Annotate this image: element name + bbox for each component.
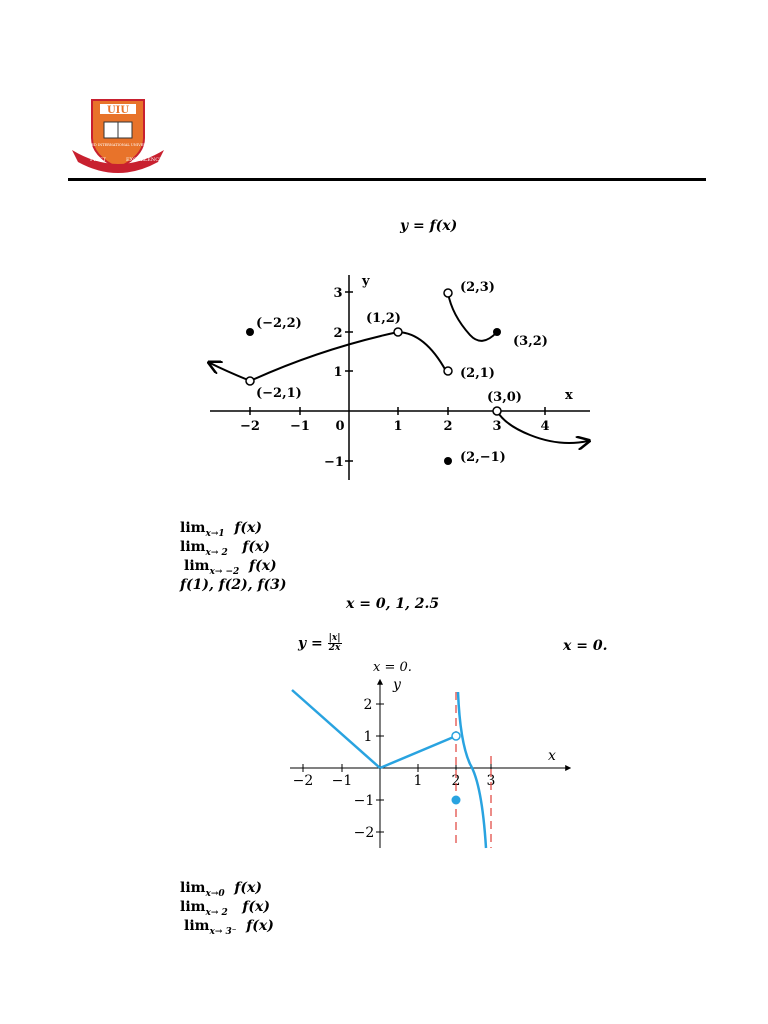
logo-motto-right: EXCELLENCE [126, 157, 163, 163]
university-logo [68, 98, 168, 176]
function-label: y = f(x) [400, 218, 458, 234]
x-tick: 1 [413, 773, 423, 789]
x-tick: −1 [290, 419, 310, 434]
y-axis-label: y [362, 274, 370, 289]
x-tick: 3 [492, 419, 502, 434]
point-label: (3,0) [487, 390, 522, 405]
point-label: (1,2) [366, 311, 401, 326]
header-divider [68, 178, 706, 181]
point-label: (−2,1) [256, 386, 302, 401]
point-label-right: x = 0. [563, 638, 608, 654]
function-2-label: y = $\frac{|x|}{2x}$ [298, 633, 341, 653]
x-tick: −2 [292, 773, 314, 789]
x-tick: −2 [240, 419, 260, 434]
point-label: (2,−1) [460, 450, 506, 465]
point-label: (3,2) [513, 334, 548, 349]
graph-2 [280, 672, 580, 852]
y-tick: 2 [333, 326, 343, 341]
continuity-points: x = 0, 1, 2.5 [346, 596, 440, 612]
question-6: $\lim_{x\to 3^-} f(x)$ [184, 918, 274, 937]
y-tick: −1 [324, 455, 344, 470]
logo-motto-left: FIRST [90, 157, 106, 163]
x-tick: 3 [486, 773, 496, 789]
y-tick: −2 [353, 825, 375, 841]
question-5: $\lim_{x\to 2}$ f(x) [180, 899, 271, 918]
x-tick: 0 [335, 419, 345, 434]
question-4: $\lim_{x\to 0} f(x)$ [180, 880, 262, 899]
x-tick: 2 [451, 773, 461, 789]
y-tick: 2 [363, 697, 373, 713]
question-3: $\lim_{x\to -2} f(x)$ [184, 558, 277, 577]
function-values: f(1), f(2), f(3) [180, 577, 287, 593]
x-tick: −1 [331, 773, 353, 789]
y-tick: 3 [333, 286, 343, 301]
x-axis-label: x [565, 388, 573, 403]
y-axis-label: y [393, 677, 401, 693]
graph-1 [200, 265, 600, 485]
x-axis-label: x [548, 748, 556, 764]
logo-text: UNITED INTERNATIONAL UNIVERSITY [81, 143, 155, 147]
point-label: (2,3) [460, 280, 495, 295]
point-label: (−2,2) [256, 316, 302, 331]
y-tick: 1 [333, 365, 343, 380]
x-tick: 1 [393, 419, 403, 434]
svg-text:UIU: UIU [106, 105, 130, 116]
x-tick: 2 [443, 419, 453, 434]
question-1: $\lim_{x\to 1} f(x)$ [180, 520, 262, 539]
point-label-small: x = 0. [373, 660, 412, 675]
question-2: $\lim_{x\to 2}$ f(x) [180, 539, 271, 558]
y-tick: −1 [353, 793, 375, 809]
point-label: (2,1) [460, 366, 495, 381]
x-tick: 4 [540, 419, 550, 434]
y-tick: 1 [363, 729, 373, 745]
